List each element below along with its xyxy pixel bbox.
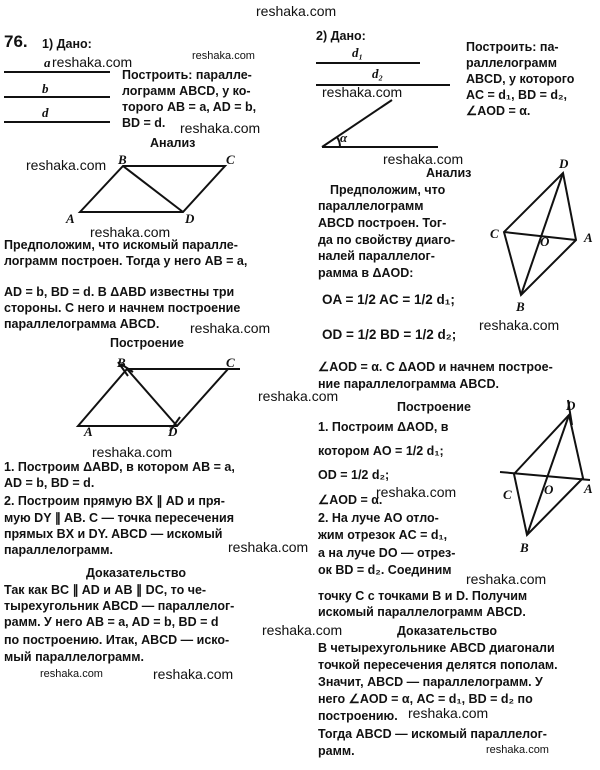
watermark: reshaka.com bbox=[92, 444, 173, 460]
part2-proof-line-3: Значит, ABCD — параллелограмм. У bbox=[318, 675, 543, 689]
fig4-label-o: O bbox=[544, 482, 554, 497]
watermark: reshaka.com bbox=[90, 224, 171, 240]
watermark: reshaka.com bbox=[192, 50, 255, 62]
part2-analysis-line-6: рамма в ΔAOD: bbox=[318, 266, 414, 280]
part2-formula-1: OA = 1/2 AC = 1/2 d₁; bbox=[322, 292, 455, 307]
watermark: reshaka.com bbox=[258, 388, 339, 404]
part2-construction-line-5: 2. На луче AO отло- bbox=[318, 511, 439, 525]
watermark: reshaka.com bbox=[190, 320, 271, 336]
part2-construction-line-4: ∠AOD = α. bbox=[318, 493, 383, 507]
fig1-label-d: D bbox=[185, 211, 195, 226]
watermark: reshaka.com bbox=[180, 120, 261, 136]
part2-construction-heading: Построение bbox=[397, 400, 471, 414]
part1-construction-line-3: 2. Построим прямую BX ∥ AD и пря- bbox=[4, 494, 225, 508]
part1-analysis-line-6: параллелограмма ABCD. bbox=[4, 317, 160, 331]
watermark: reshaka.com bbox=[322, 84, 403, 100]
part2-proof-line-7: рамм. bbox=[318, 744, 355, 758]
label-alpha: α bbox=[340, 130, 348, 145]
fig3-label-d: D bbox=[559, 156, 569, 171]
fig2-label-b: B bbox=[117, 355, 126, 370]
parallelogram-figure-4 bbox=[500, 400, 590, 535]
label-d1: d₁ bbox=[352, 45, 364, 60]
part1-construct-line-4: BD = d. bbox=[122, 116, 166, 130]
part2-construct-line-3: ABCD, у которого bbox=[466, 72, 575, 86]
part2-construction-line-9: точку C с точками B и D. Получим bbox=[318, 589, 528, 603]
part2-analysis-line-1: Предположим, что bbox=[330, 183, 446, 197]
part1-proof-line-2: тырехугольник ABCD — параллелог- bbox=[4, 599, 235, 613]
part1-proof-line-5: мый параллелограмм. bbox=[4, 650, 145, 664]
part2-after-formula-1: ∠AOD = α. С ΔAOD и начнем построе- bbox=[318, 360, 553, 374]
part1-analysis-line-2: лограмм построен. Тогда у него AB = a, bbox=[4, 254, 248, 268]
part1-proof-heading: Доказательство bbox=[86, 566, 186, 580]
part2-construct-line-4: AC = d₁, BD = d₂, bbox=[466, 88, 568, 102]
part2-proof-line-4: него ∠AOD = α, AC = d₁, BD = d₂ по bbox=[318, 692, 533, 706]
part1-construction-line-4: мую DY ∥ AB. C — точка пересечения bbox=[4, 511, 234, 525]
fig1-label-c: C bbox=[226, 152, 235, 167]
watermark: reshaka.com bbox=[153, 666, 234, 682]
part2-construction-line-6: жим отрезок AC = d₁, bbox=[318, 528, 448, 542]
part1-construct-line-2: лограмм ABCD, у ко- bbox=[122, 84, 251, 98]
watermark: reshaka.com bbox=[26, 157, 107, 173]
part1-construction-heading: Построение bbox=[110, 336, 184, 350]
part1-analysis-line-1: Предположим, что искомый паралле- bbox=[4, 238, 238, 252]
fig1-label-a: A bbox=[66, 211, 75, 226]
part2-construction-line-1: 1. Построим ΔAOD, в bbox=[318, 420, 449, 434]
label-b: b bbox=[42, 81, 49, 96]
part2-analysis-line-3: ABCD построен. Тог- bbox=[318, 216, 447, 230]
parallelogram-figure-2 bbox=[78, 362, 240, 431]
watermark: reshaka.com bbox=[376, 484, 457, 500]
part1-title: 1) Дано: bbox=[42, 37, 92, 51]
watermark: reshaka.com bbox=[466, 571, 547, 587]
part2-analysis-line-2: параллелограмм bbox=[318, 199, 424, 213]
fig3-label-a: A bbox=[584, 230, 593, 245]
part1-analysis-line-4: AD = b, BD = d. В ΔABD известны три bbox=[4, 285, 235, 299]
part2-construct-line-5: ∠AOD = α. bbox=[466, 104, 531, 118]
part2-analysis-line-4: да по свойству диаго- bbox=[318, 233, 456, 247]
watermark: reshaka.com bbox=[479, 317, 560, 333]
problem-number: 76. bbox=[4, 32, 28, 51]
label-d: d bbox=[42, 105, 49, 120]
part2-proof-line-5: построению. bbox=[318, 709, 398, 723]
part1-analysis-heading: Анализ bbox=[150, 136, 196, 150]
part1-construction-line-1: 1. Построим ΔABD, в котором AB = a, bbox=[4, 460, 235, 474]
fig3-label-c: C bbox=[490, 226, 499, 241]
part2-after-formula-2: ние параллелограмма ABCD. bbox=[318, 377, 499, 391]
part2-analysis-heading: Анализ bbox=[426, 166, 472, 180]
part1-construct-line-1: Построить: паралле- bbox=[122, 68, 252, 82]
part1-proof-line-3: рамм. У него AB = a, AD = b, BD = d bbox=[4, 615, 219, 629]
fig4-label-b: B bbox=[520, 540, 529, 555]
part1-proof-line-4: по построению. Итак, ABCD — иско- bbox=[4, 633, 230, 647]
label-a: a bbox=[44, 55, 51, 70]
label-d2: d₂ bbox=[372, 66, 384, 81]
fig3-label-o: O bbox=[540, 234, 550, 249]
part1-construction-line-5: прямых BX и DY. ABCD — искомый bbox=[4, 527, 223, 541]
part2-construction-line-2: котором AO = 1/2 d₁; bbox=[318, 444, 444, 458]
part2-construct-line-1: Построить: па- bbox=[466, 40, 559, 54]
part2-construct-line-2: раллелограмм bbox=[466, 56, 557, 70]
part2-proof-line-1: В четырехугольнике ABCD диагонали bbox=[318, 641, 555, 655]
part2-construction-line-10: искомый параллелограмм ABCD. bbox=[318, 605, 526, 619]
fig4-label-d: D bbox=[566, 398, 576, 413]
part2-construction-line-3: OD = 1/2 d₂; bbox=[318, 468, 390, 482]
fig4-label-a: A bbox=[584, 481, 593, 496]
part2-proof-line-2: точкой пересечения делятся пополам. bbox=[318, 658, 558, 672]
part2-title: 2) Дано: bbox=[316, 29, 366, 43]
watermark: reshaka.com bbox=[486, 744, 549, 756]
part1-construction-line-6: параллелограмм. bbox=[4, 543, 113, 557]
part1-construction-line-2: AD = b, BD = d. bbox=[4, 476, 95, 490]
fig3-label-b: B bbox=[516, 299, 525, 314]
part2-proof-line-6: Тогда ABCD — искомый параллелог- bbox=[318, 727, 547, 741]
watermark: reshaka.com bbox=[408, 705, 489, 721]
watermark: reshaka.com bbox=[228, 539, 309, 555]
part1-construct-line-3: торого AB = a, AD = b, bbox=[122, 100, 257, 114]
part2-analysis-line-5: налей параллелог- bbox=[318, 249, 435, 263]
part1-analysis-line-5: стороны. С него и начнем построение bbox=[4, 301, 241, 315]
fig2-label-a: A bbox=[84, 424, 93, 439]
fig2-label-c: C bbox=[226, 355, 235, 370]
fig4-label-c: C bbox=[503, 487, 512, 502]
watermark: reshaka.com bbox=[40, 668, 103, 680]
watermark: reshaka.com bbox=[52, 54, 133, 70]
watermark: reshaka.com bbox=[383, 151, 464, 167]
part2-proof-heading: Доказательство bbox=[397, 624, 497, 638]
part2-construction-line-8: ок BD = d₂. Соединим bbox=[318, 563, 452, 577]
watermark: reshaka.com bbox=[262, 622, 343, 638]
fig1-label-b: B bbox=[118, 152, 127, 167]
watermark: reshaka.com bbox=[256, 3, 337, 19]
part1-proof-line-1: Так как BC ∥ AD и AB ∥ DC, то че- bbox=[4, 583, 207, 597]
part2-formula-2: OD = 1/2 BD = 1/2 d₂; bbox=[322, 327, 457, 342]
fig2-label-d: D bbox=[168, 424, 178, 439]
part2-construction-line-7: а на луче DO — отрез- bbox=[318, 546, 456, 560]
